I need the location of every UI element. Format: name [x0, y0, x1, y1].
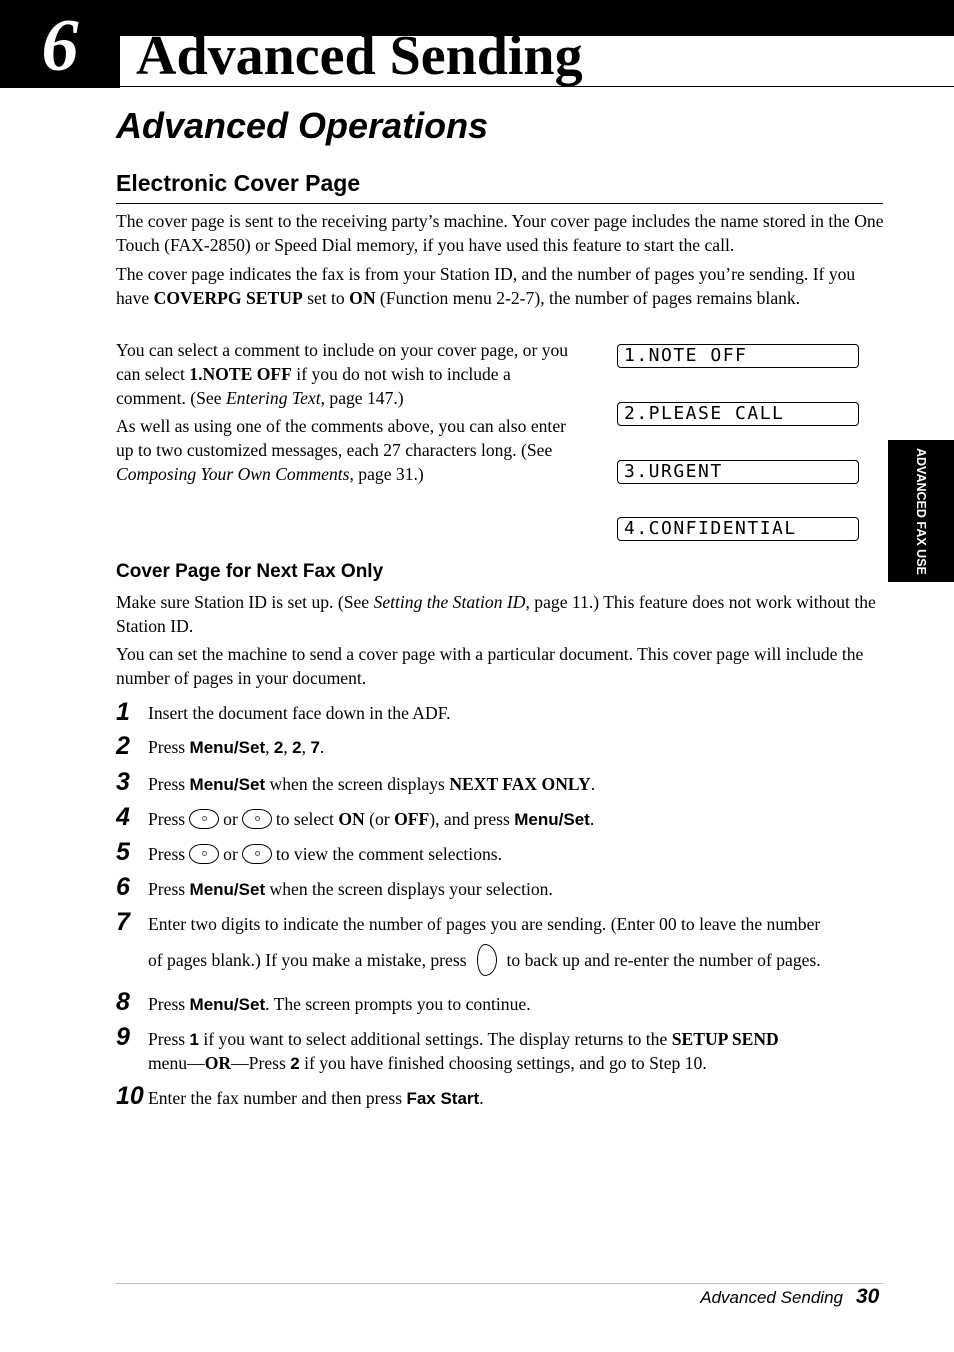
page-number: 30 [856, 1285, 880, 1308]
text-span: or [223, 809, 238, 829]
text-span: Make sure Station ID is set up. (See [116, 592, 374, 612]
text-span: Press [148, 879, 190, 899]
coverpg-setup-term: COVERPG SETUP [153, 288, 303, 308]
text-span: if you do not wish to include a comment. (See [116, 364, 511, 408]
step-text [148, 877, 888, 902]
step-number: 4 [116, 803, 130, 831]
text-span: menu— [148, 1053, 205, 1073]
section-title: Advanced Operations [116, 105, 489, 146]
chapter-title: Advanced Sending [136, 25, 583, 87]
lcd-option-please-call: 2.PLEASE CALL [617, 402, 859, 426]
text-span: Press [148, 1029, 190, 1049]
next-fax-heading: Cover Page for Next Fax Only [116, 561, 384, 582]
cross-reference: Composing Your Own Comments [116, 464, 350, 484]
lcd-option-confidential: 4.CONFIDENTIAL [617, 517, 859, 541]
subsection-title: Electronic Cover Page [116, 170, 361, 196]
lcd-option-note-off: 1.NOTE OFF [617, 344, 859, 368]
down-arrow-key-icon [242, 809, 272, 829]
step-text [148, 1027, 888, 1052]
key-label: 2 [292, 738, 302, 757]
or-term: OR [204, 1053, 232, 1073]
text-span: to select [275, 809, 339, 829]
key-label: 1 [189, 1030, 200, 1049]
step-text: Insert the document face down in the ADF. [148, 703, 451, 723]
down-arrow-key-icon [242, 844, 272, 864]
text-span: , [265, 737, 274, 757]
step-text [148, 992, 888, 1017]
paragraph-station-id-required [116, 590, 886, 638]
step-text [148, 772, 888, 797]
text-span: As well as using one of the comments above, you can also enter up to two customized messages, each 27 characters long. (See [116, 416, 566, 460]
on-term: ON [349, 288, 376, 308]
step-text [148, 842, 888, 866]
display-text: SETUP SEND [671, 1029, 779, 1049]
text-span: , page 11.) This feature does not work without the Station ID. [116, 592, 876, 636]
text-span: of pages blank.) If you make a mistake, press [148, 950, 467, 971]
text-span: . [589, 809, 595, 829]
subsection-rule [116, 203, 883, 204]
side-tab-label: ADVANCED FAX USE [914, 447, 928, 575]
text-span: Press [148, 844, 186, 864]
up-arrow-key-icon [189, 844, 219, 864]
text-span: —Press [231, 1053, 291, 1073]
text-span: (or [364, 809, 395, 829]
step-number: 1 [116, 698, 130, 726]
clear-back-key-icon [477, 944, 497, 976]
menu-set-key: Menu/Set [189, 738, 266, 757]
paragraph-cover-page-station-id [116, 262, 886, 310]
text-span: Press [148, 809, 186, 829]
step-number: 3 [116, 768, 130, 796]
menu-set-key: Menu/Set [514, 810, 590, 829]
paragraph-comment-select [116, 338, 576, 410]
text-span: to view the comment selections. [275, 844, 503, 864]
chapter-number-box [0, 0, 120, 88]
step-text [148, 1086, 888, 1111]
step-number: 9 [116, 1023, 130, 1051]
text-span: set to [302, 288, 350, 308]
side-tab [888, 440, 954, 582]
chapter-number: 6 [41, 5, 79, 87]
step-number: 7 [116, 908, 130, 936]
text-span: . [479, 1088, 484, 1108]
text-span: , page 31.) [349, 464, 424, 484]
step-text-continued [148, 946, 888, 978]
key-label: 2 [273, 738, 284, 757]
step-text: Enter two digits to indicate the number of pages you are sending. (Enter 00 to leave the number [148, 914, 821, 934]
step-text [148, 807, 888, 832]
text-span: when the screen displays your selection. [265, 879, 553, 899]
key-label: 2 [290, 1054, 300, 1073]
text-span: The cover page indicates the fax is from your Station ID, and the number of pages you’re sending. If you have [116, 264, 856, 308]
on-term: ON [338, 809, 365, 829]
text-span: ), and press [429, 809, 515, 829]
cross-reference: Entering Text [225, 388, 321, 408]
step-number: 8 [116, 988, 130, 1016]
text-span: Enter the fax number and then press [148, 1088, 407, 1108]
paragraph-cover-page-document: You can set the machine to send a cover page with a particular document. This cover page will include the number of pages in your document. [116, 644, 864, 688]
key-label: 7 [310, 738, 320, 757]
text-span: to back up and re-enter the number of pages. [506, 950, 821, 971]
text-span: when the screen displays [265, 774, 450, 794]
step-number: 2 [116, 732, 130, 760]
text-span: . [319, 737, 325, 757]
step-number: 6 [116, 873, 130, 901]
footer-chapter-label: Advanced Sending [700, 1288, 843, 1307]
text-span: , page 147.) [320, 388, 404, 408]
text-span: . The screen prompts you to continue. [265, 994, 531, 1014]
step-text-continued [148, 1051, 888, 1076]
step-text [148, 735, 888, 760]
menu-set-key: Menu/Set [189, 775, 266, 794]
display-text: NEXT FAX ONLY [449, 774, 591, 794]
text-span: or [223, 844, 238, 864]
menu-set-key: Menu/Set [189, 995, 266, 1014]
up-arrow-key-icon [189, 809, 219, 829]
text-span: . [590, 774, 596, 794]
text-span: , [301, 737, 311, 757]
fax-start-key: Fax Start [406, 1089, 480, 1108]
note-off-term: 1.NOTE OFF [189, 364, 292, 384]
off-term: OFF [394, 809, 430, 829]
lcd-option-urgent: 3.URGENT [617, 460, 859, 484]
footer-rule [116, 1283, 883, 1284]
step-number: 10 [116, 1082, 144, 1110]
text-span: , [283, 737, 293, 757]
text-span: Press [148, 737, 190, 757]
text-span: You can select a comment to include on your cover page, or you can select [116, 340, 569, 384]
text-span: Press [148, 994, 190, 1014]
text-span: (Function menu 2-2-7), the number of pages remains blank. [375, 288, 801, 308]
paragraph-custom-messages [116, 414, 576, 486]
step-number: 5 [116, 838, 130, 866]
cross-reference: Setting the Station ID [373, 592, 526, 612]
menu-set-key: Menu/Set [189, 880, 266, 899]
text-span: if you have finished choosing settings, and go to Step 10. [299, 1053, 707, 1073]
text-span: if you want to select additional settings. The display returns to the [199, 1029, 672, 1049]
paragraph-cover-page-intro: The cover page is sent to the receiving party’s machine. Your cover page includes the name stored in the One Touch (FAX-2850) or Speed Dial memory, if you have used this feature to start the call. [116, 211, 884, 255]
text-span: Press [148, 774, 190, 794]
